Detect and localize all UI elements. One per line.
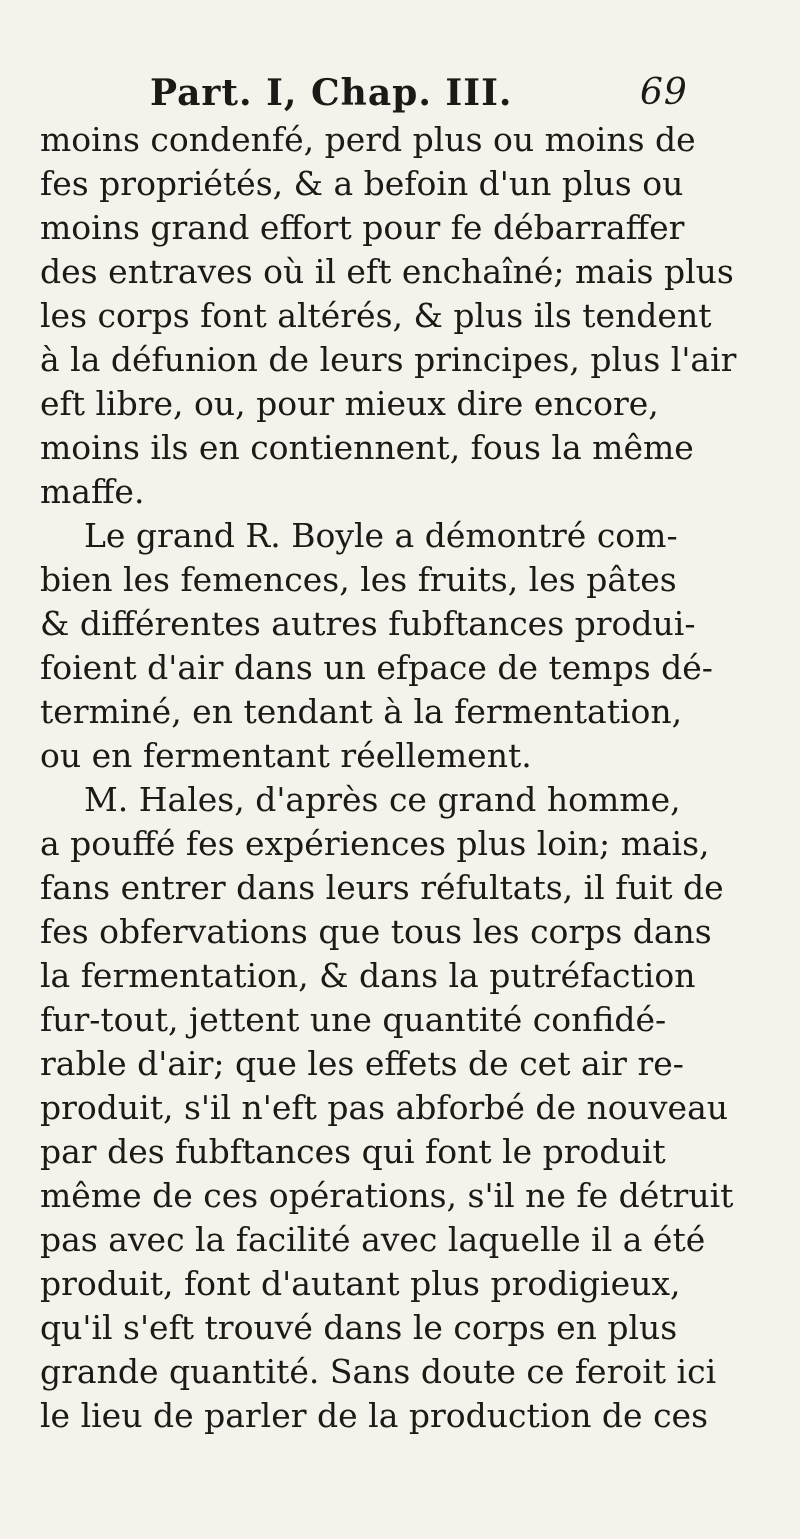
text-line: & différentes autres fubftances produi- (40, 604, 696, 643)
text-line: produit, font d'autant plus prodigieux, (40, 1264, 681, 1303)
text-line: des entraves où il eft enchaîné; mais plus (40, 252, 734, 291)
body-text (40, 118, 785, 1438)
text-line: fes propriétés, & a befoin d'un plus ou (40, 164, 684, 203)
text-line: bien les femences, les fruits, les pâtes (40, 560, 677, 599)
text-line: moins ils en contiennent, fous la même (40, 428, 694, 467)
text-line: foient d'air dans un efpace de temps dé- (40, 648, 713, 687)
text-line: moins condenfé, perd plus ou moins de (40, 120, 696, 159)
text-line: par des fubftances qui font le produit (40, 1132, 666, 1171)
text-line: grande quantité. Sans doute ce feroit ici (40, 1352, 717, 1391)
text-line: produit, s'il n'eft pas abforbé de nouveau (40, 1088, 729, 1127)
text-line: qu'il s'eft trouvé dans le corps en plus (40, 1308, 678, 1347)
page-number: 69 (640, 72, 688, 113)
text-line: fur-tout, jettent une quantité confidé- (40, 1000, 667, 1039)
text-line: ou en fermentant réellement. (40, 736, 532, 775)
text-line: la fermentation, & dans la putréfaction (40, 956, 696, 995)
text-line: fes obfervations que tous les corps dans (40, 912, 712, 951)
text-line: terminé, en tendant à la fermentation, (40, 692, 683, 731)
paragraph-start-line: Le grand R. Boyle a démontré com- (84, 516, 678, 555)
text-line: les corps font altérés, & plus ils tendent (40, 296, 712, 335)
text-line: à la défunion de leurs principes, plus l'air (40, 340, 737, 379)
text-line: moins grand effort pour fe débarraffer (40, 208, 685, 247)
text-line: pas avec la facilité avec laquelle il a été (40, 1220, 706, 1259)
running-header (150, 72, 690, 116)
text-line: maffe. (40, 472, 145, 511)
running-head-title: Part. I, Chap. III. (150, 72, 513, 114)
text-line: a pouffé fes expériences plus loin; mais, (40, 824, 710, 863)
text-line: le lieu de parler de la production de ces (40, 1396, 709, 1435)
paragraph-start-line: M. Hales, d'après ce grand homme, (84, 780, 681, 819)
text-line: même de ces opérations, s'il ne fe détruit (40, 1176, 734, 1215)
text-line: rable d'air; que les effets de cet air re- (40, 1044, 684, 1083)
text-line: fans entrer dans leurs réfultats, il fuit de (40, 868, 724, 907)
text-line: eft libre, ou, pour mieux dire encore, (40, 384, 659, 423)
